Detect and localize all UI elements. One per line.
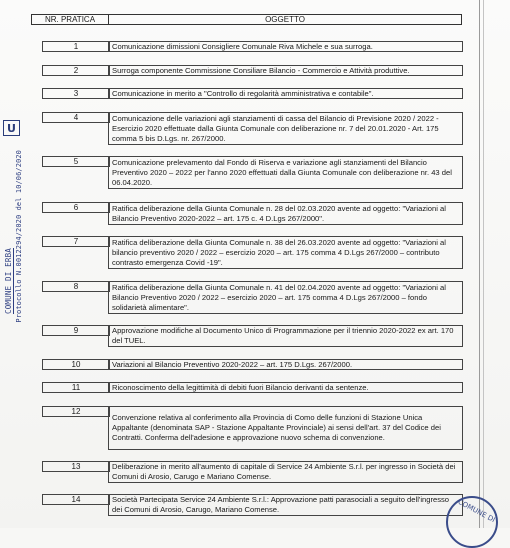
row-number: 14 — [42, 494, 110, 505]
row-oggetto: Ratifica deliberazione della Giunta Comunale n. 41 del 02.04.2020 avente ad oggetto: "Variazioni al Bilancio Preventivo 2020 / 2022 – esercizio 2020 – art. 175 comma 4 D.Lgs 267/2000 – fondo solidarietà alimentare". — [108, 281, 463, 314]
row-number: 7 — [42, 236, 110, 247]
row-oggetto: Comunicazione prelevamento dal Fondo di Riserva e variazione agli stanziamenti del Bilancio Preventivo 2020 – 2022 per l'anno 2020 effettuati dalla Giunta Comunale con deliberazione nr. 43 del 06.04.2020. — [108, 156, 463, 189]
header-nr-pratica: NR. PRATICA — [31, 14, 109, 25]
row-number: 1 — [42, 41, 110, 52]
page-border-line — [483, 0, 484, 528]
row-number: 8 — [42, 281, 110, 292]
row-oggetto: Approvazione modifiche al Documento Unico di Programmazione per il triennio 2020-2022 ex art. 170 del TUEL. — [108, 325, 463, 347]
row-oggetto: Ratifica deliberazione della Giunta Comunale n. 28 del 02.03.2020 avente ad oggetto: "Variazioni al Bilancio Preventivo 2020-2022 – art. 175 c. 4 D.Lgs 267/2000". — [108, 202, 463, 225]
row-oggetto: Comunicazione delle variazioni agli stanziamenti di cassa del Bilancio di Previsione 2020 / 2022 - Esercizio 2020 effettuate dalla Giunta Comunale con deliberazione nr. 7 del 20.01.2020 - Art. 175 comma 5 bis D.Lgs. nr. 267/2000. — [108, 112, 463, 145]
row-oggetto: Riconoscimento della legittimità di debiti fuori Bilancio derivanti da sentenze. — [108, 382, 463, 393]
row-number: 2 — [42, 65, 110, 76]
row-number: 6 — [42, 202, 110, 213]
row-number: 5 — [42, 156, 110, 167]
header-oggetto: OGGETTO — [109, 14, 462, 25]
row-oggetto: Deliberazione in merito all'aumento di capitale di Service 24 Ambiente S.r.l. per ingresso in Società dei Comuni di Arosio, Carugo e Mariano Comense. — [108, 461, 463, 483]
seal-text: COMUNE DI — [456, 497, 497, 525]
comune-stamp-text: COMUNE DI ERBA — [4, 248, 13, 315]
row-number: 11 — [42, 382, 110, 393]
row-oggetto: Ratifica deliberazione della Giunta Comunale n. 38 del 26.03.2020 avente ad oggetto: "Variazioni al bilancio preventivo 2020 / 2022 – esercizio 2020 – art. 175 comma 4 D.Lgs 267/2000 – contributo contrasto emergenza Covid -19". — [108, 236, 463, 269]
row-oggetto: Società Partecipata Service 24 Ambiente S.r.l.: Approvazione patti parasociali a seguito dell'ingresso dei Comuni di Arosio, Carugo, Mariano Comense. — [108, 494, 463, 516]
row-number: 10 — [42, 359, 110, 370]
row-oggetto: Comunicazione in merito a "Controllo di regolarità amministrativa e contabile". — [108, 88, 463, 99]
row-oggetto: Variazioni al Bilancio Preventivo 2020-2022 – art. 175 D.Lgs. 267/2000. — [108, 359, 463, 370]
protocol-stamp-text: Protocollo N.0012294/2020 del 10/06/2020 — [15, 150, 23, 323]
row-number: 3 — [42, 88, 110, 99]
page-border-line — [479, 0, 480, 528]
row-oggetto: Convenzione relativa al conferimento alla Provincia di Como delle funzioni di Stazione Unica Appaltante (denominata SAP - Stazione Appaltante Provinciale) ai sensi dell'art. 37 del Codice dei Contratti. Conferma dell'adesione e approvazione nuovo schema di convenzione. — [108, 406, 463, 450]
row-oggetto: Surroga componente Commissione Consiliare Bilancio - Commercio e Attività produttive. — [108, 65, 463, 76]
row-oggetto: Comunicazione dimissioni Consigliere Comunale Riva Michele e sua surroga. — [108, 41, 463, 52]
row-number: 13 — [42, 461, 110, 472]
protocol-stamp-letter: U — [3, 120, 20, 136]
row-number: 9 — [42, 325, 110, 336]
row-number: 4 — [42, 112, 110, 123]
row-number: 12 — [42, 406, 110, 417]
